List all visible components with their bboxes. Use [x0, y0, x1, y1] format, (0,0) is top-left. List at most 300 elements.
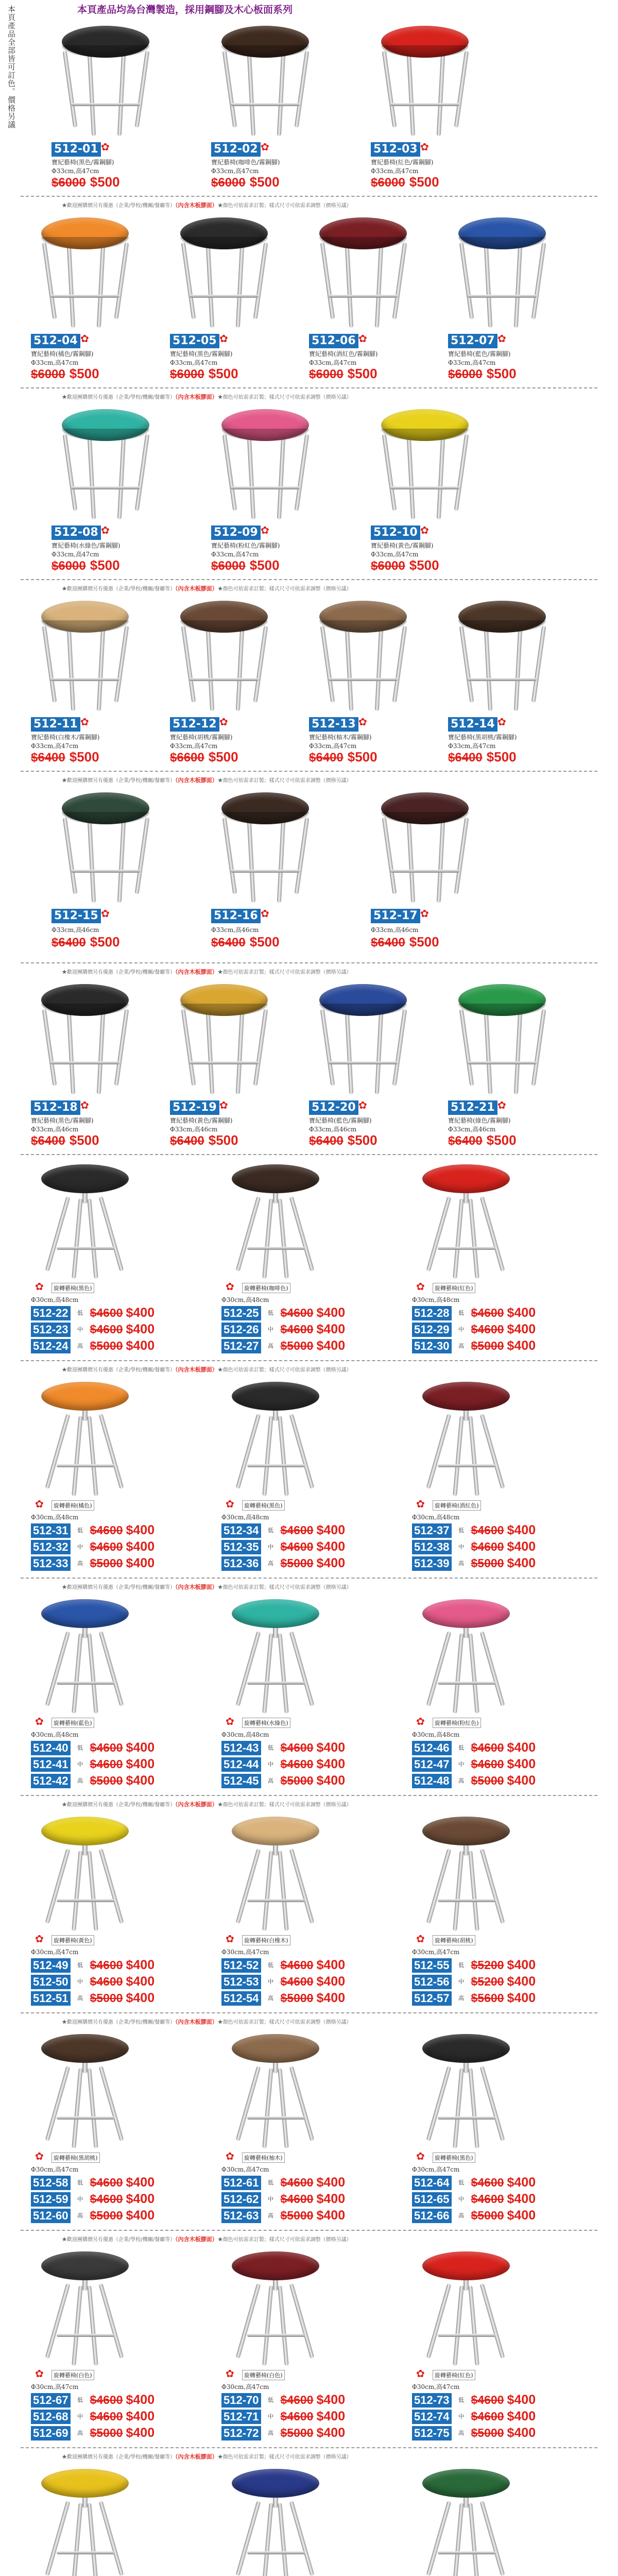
stool-footring: [247, 2551, 305, 2554]
product-card[interactable]: [448, 212, 566, 382]
stool-leg: [235, 2066, 261, 2141]
list-price: $5000: [280, 1556, 314, 1570]
swivel-stool-image: [221, 1377, 330, 1500]
swivel-stool-image: [31, 1594, 139, 1718]
product-dimensions: Φ33cm,高46cm: [309, 1126, 357, 1133]
note-prefix: ★歡迎團購價另有優惠（企業/學校/機關/餐廳等）: [62, 2237, 176, 2243]
list-price: $4600: [90, 1523, 123, 1537]
height-level: 高: [77, 2430, 83, 2436]
height-level: 低: [268, 2397, 274, 2403]
stool-seat: [422, 1599, 510, 1628]
product-card[interactable]: [52, 787, 170, 957]
rose-icon: ✿: [35, 1498, 44, 1510]
note-suffix: ★顏色可依需求訂製；樣式尺寸可依需求調整（價格另議）: [217, 970, 352, 975]
swivel-product-card[interactable]: [412, 2029, 587, 2230]
product-dimensions: Φ33cm,高46cm: [448, 1126, 496, 1133]
height-level: 高: [268, 1560, 274, 1567]
product-card[interactable]: [371, 787, 489, 957]
stool-seat: [422, 1382, 510, 1411]
stool-seat-edge: [381, 429, 469, 441]
stool-leg: [67, 1012, 75, 1094]
stool-seat: [41, 1817, 129, 1845]
product-code: 512-47: [412, 1757, 452, 1772]
product-code: 512-60: [31, 2209, 71, 2223]
price-line: [371, 557, 439, 573]
height-level: 低: [458, 1962, 465, 1969]
stool-seat: [422, 1164, 510, 1193]
product-name: 寶紀藝椅(橘色/霧鋼腳): [31, 350, 94, 358]
swivel-product-card[interactable]: [31, 1594, 206, 1795]
order-note: [62, 2452, 352, 2461]
list-price: $4600: [471, 1757, 504, 1771]
stool-leg: [97, 1012, 105, 1094]
stool-image: [31, 596, 139, 714]
stool-leg: [63, 50, 78, 128]
stool-leg: [262, 1851, 273, 1931]
sale-price: $400: [316, 1556, 346, 1570]
sale-price: $500: [69, 749, 99, 765]
product-name: 寶紀藝椅(粉紅色/霧鋼腳): [211, 542, 280, 549]
swivel-product-card[interactable]: [31, 1377, 206, 1578]
stool-leg: [382, 817, 397, 894]
swivel-stool-image: [221, 1159, 330, 1283]
order-note: [62, 968, 352, 976]
product-dimensions: Φ30cm,高47cm: [412, 1948, 460, 1956]
sale-price: $500: [486, 366, 517, 381]
sale-price: $400: [316, 2393, 346, 2407]
price-row: [31, 2393, 154, 2408]
stool-leg: [278, 1633, 289, 1714]
stool-leg: [468, 2068, 479, 2148]
product-code: 512-49: [31, 1958, 71, 1973]
sale-price: $400: [507, 2175, 536, 2190]
stool-leg: [72, 2068, 83, 2148]
swivel-product-card[interactable]: [31, 2464, 206, 2576]
product-code: 512-11: [31, 717, 80, 732]
product-code: 512-17: [371, 909, 420, 923]
swivel-product-card[interactable]: [221, 1594, 397, 1795]
product-dimensions: Φ30cm,高47cm: [412, 2383, 460, 2391]
product-dimensions: Φ33cm,高47cm: [31, 359, 79, 366]
stool-seat: [422, 2469, 510, 2498]
price-row: [221, 2192, 345, 2207]
price-row: [31, 2192, 154, 2207]
product-card[interactable]: [52, 404, 170, 574]
stool-leg: [454, 434, 469, 511]
stool-leg: [426, 1196, 451, 1272]
stool-leg: [114, 1009, 129, 1086]
product-code: 512-23: [31, 1323, 71, 1337]
rose-icon: ✿: [261, 141, 269, 153]
swivel-stool-image: [412, 1594, 520, 1718]
swivel-stool-image: [31, 1377, 139, 1500]
stool-leg: [468, 1633, 479, 1714]
sale-price: $400: [316, 2175, 346, 2190]
product-dimensions: Φ30cm,高48cm: [31, 1296, 79, 1303]
stool-footring: [329, 1061, 398, 1064]
product-dimensions: Φ33cm,高47cm: [52, 167, 99, 175]
list-price: $5000: [90, 1556, 123, 1570]
stool-footring: [57, 1247, 114, 1250]
rose-icon: ✿: [101, 524, 110, 536]
note-highlight: （內含木板膠面）: [175, 2453, 218, 2460]
stool-leg: [459, 625, 474, 703]
stool-leg: [468, 2503, 479, 2576]
height-level: 中: [77, 2413, 83, 2420]
height-level: 高: [268, 2430, 274, 2436]
product-card[interactable]: [52, 21, 170, 191]
sale-price: $400: [507, 1974, 536, 1989]
stool-seat-edge: [62, 812, 149, 824]
stool-footring: [468, 295, 537, 298]
stool-leg: [42, 625, 57, 703]
price-row: [221, 2409, 345, 2425]
stool-leg: [320, 1009, 335, 1086]
note-highlight: （內含木板膠面）: [175, 1801, 218, 1808]
stool-leg: [45, 2283, 70, 2359]
height-level: 高: [268, 1995, 274, 2002]
sale-price: $400: [126, 1958, 155, 1972]
sale-price: $400: [507, 1322, 536, 1336]
stool-leg: [426, 1414, 451, 1489]
swivel-product-card[interactable]: [412, 2246, 587, 2447]
sale-price: $400: [316, 1991, 346, 2005]
price-line: [211, 557, 280, 573]
stool-leg: [45, 2501, 70, 2576]
order-note: [62, 1583, 352, 1591]
stool-image: [31, 212, 139, 331]
sale-price: $400: [507, 1306, 536, 1320]
product-card[interactable]: [170, 979, 288, 1149]
product-code: 512-43: [221, 1741, 261, 1755]
product-tag: 旋轉藝椅(胡桃): [433, 1935, 475, 1945]
swivel-product-card[interactable]: [221, 1811, 397, 2012]
product-dimensions: Φ33cm,高47cm: [170, 359, 218, 366]
product-card[interactable]: [448, 979, 566, 1149]
product-code: 512-51: [31, 1991, 71, 2006]
price-row: [412, 1991, 536, 2006]
height-level: 低: [458, 2179, 465, 2186]
stool-leg: [407, 54, 415, 136]
stool-leg: [437, 437, 445, 519]
price-row: [221, 1539, 345, 1555]
height-level: 高: [458, 2212, 465, 2219]
product-card[interactable]: [309, 596, 427, 766]
height-level: 中: [77, 1978, 83, 1985]
stool-seat-edge: [180, 1004, 268, 1016]
stool-leg: [135, 434, 150, 511]
product-code: 512-67: [31, 2393, 71, 2408]
height-level: 中: [268, 1544, 274, 1550]
sale-price: $400: [316, 2208, 346, 2223]
stool-footring: [190, 1061, 259, 1064]
product-card[interactable]: [31, 212, 149, 382]
stool-image: [170, 596, 278, 714]
stool-seat: [232, 2034, 319, 2063]
stool-seat-edge: [381, 812, 469, 824]
stool-leg: [262, 1416, 273, 1496]
rose-icon: ✿: [219, 332, 228, 345]
height-level: 低: [77, 1744, 83, 1751]
product-card[interactable]: [211, 21, 330, 191]
order-note: [62, 1800, 352, 1808]
stool-seat-edge: [62, 429, 149, 441]
list-price: $5000: [280, 2426, 314, 2439]
product-code: 512-04: [31, 334, 80, 348]
price-line: [31, 366, 99, 382]
product-code: 512-24: [31, 1339, 71, 1353]
stool-image: [52, 404, 160, 522]
stool-leg: [222, 817, 237, 894]
swivel-product-card[interactable]: [31, 1159, 206, 1360]
price-line: [170, 1132, 238, 1148]
price-row: [221, 2426, 345, 2441]
sale-price: $400: [126, 1523, 155, 1537]
stool-leg: [459, 242, 474, 319]
list-price: $4600: [280, 1523, 314, 1537]
price-row: [412, 2208, 536, 2224]
price-row: [221, 2208, 345, 2224]
product-card[interactable]: [211, 787, 330, 957]
stool-leg: [437, 54, 445, 136]
price-row: [31, 2426, 154, 2441]
stool-leg: [345, 245, 353, 328]
stool-leg: [295, 434, 310, 511]
list-price: $5000: [280, 1991, 314, 2005]
stool-seat-edge: [458, 1004, 546, 1016]
note-suffix: ★顏色可依需求訂製；樣式尺寸可依需求調整（價格另議）: [217, 1802, 352, 1808]
list-price: $6600: [170, 751, 204, 765]
product-code: 512-26: [221, 1323, 261, 1337]
stool-leg: [253, 242, 268, 319]
note-highlight: （內含木板膠面）: [175, 585, 218, 592]
price-row: [31, 1740, 154, 1756]
stool-leg: [42, 1009, 57, 1086]
stool-seat: [232, 2469, 319, 2498]
sale-price: $500: [90, 934, 120, 950]
stool-leg: [247, 820, 255, 903]
stool-seat: [41, 1599, 129, 1628]
stool-seat: [232, 2251, 319, 2280]
swivel-product-card[interactable]: [221, 2464, 397, 2576]
price-row: [412, 1773, 536, 1789]
product-card[interactable]: [371, 404, 489, 574]
swivel-product-card[interactable]: [412, 1594, 587, 1795]
height-level: 中: [77, 1544, 83, 1550]
stool-footring: [247, 1247, 305, 1250]
height-level: 低: [458, 1744, 465, 1751]
product-code: 512-10: [371, 526, 420, 540]
list-price: $6400: [448, 751, 483, 765]
product-card[interactable]: [170, 212, 288, 382]
stool-leg: [468, 1851, 479, 1931]
note-suffix: ★顏色可依需求訂製；樣式尺寸可依需求調整（價格另議）: [217, 203, 352, 209]
price-line: [309, 366, 377, 382]
rose-icon: ✿: [497, 1099, 506, 1111]
product-card[interactable]: [448, 596, 566, 766]
stool-footring: [231, 486, 300, 489]
swivel-product-card[interactable]: [221, 1159, 397, 1360]
product-tag: 旋轉藝椅(黑胡桃): [52, 2153, 100, 2163]
swivel-stool-image: [31, 2464, 139, 2576]
sale-price: $500: [90, 174, 120, 190]
list-price: $4600: [90, 2192, 123, 2206]
note-suffix: ★顏色可依需求訂製；樣式尺寸可依需求調整（價格另議）: [217, 1585, 352, 1590]
note-prefix: ★歡迎團購價另有優惠（企業/學校/機關/餐廳等）: [62, 1367, 176, 1373]
stool-leg: [87, 1851, 98, 1931]
list-price: $4600: [90, 2410, 123, 2423]
product-dimensions: Φ33cm,高47cm: [31, 742, 79, 750]
product-name: 寶紀藝椅(胡桃/霧鋼腳): [170, 734, 233, 741]
price-line: [52, 174, 120, 190]
list-price: $5000: [90, 1339, 123, 1352]
sale-price: $400: [126, 2426, 155, 2440]
swivel-product-card[interactable]: [31, 2029, 206, 2230]
price-row: [31, 1556, 154, 1571]
height-level: 高: [458, 2430, 465, 2436]
product-code: 512-72: [221, 2426, 261, 2441]
product-code: 512-50: [31, 1975, 71, 1989]
section-divider: [21, 1360, 597, 1361]
swivel-product-card[interactable]: [412, 1159, 587, 1360]
product-card[interactable]: [211, 404, 330, 574]
list-price: $4600: [90, 1323, 123, 1336]
rose-icon: ✿: [35, 1933, 44, 1945]
stool-footring: [438, 1899, 495, 1902]
order-note: [62, 2235, 352, 2243]
swivel-product-card[interactable]: [221, 1377, 397, 1578]
stool-leg: [117, 437, 126, 519]
stool-footring: [57, 1464, 114, 1467]
list-price: $5000: [90, 1774, 123, 1787]
swivel-product-card[interactable]: [412, 1811, 587, 2012]
stool-seat-edge: [180, 620, 268, 633]
product-card[interactable]: [309, 979, 427, 1149]
swivel-stool-image: [412, 1377, 520, 1500]
product-code: 512-07: [448, 334, 497, 348]
stool-leg: [479, 1631, 505, 1706]
swivel-product-card[interactable]: [31, 2246, 206, 2447]
product-tag: 旋轉藝椅(粉紅色): [433, 1718, 481, 1728]
product-code: 512-14: [448, 717, 497, 732]
product-dimensions: Φ30cm,高48cm: [412, 1731, 460, 1738]
price-row: [221, 1757, 345, 1772]
rose-icon: ✿: [416, 2367, 425, 2380]
price-line: [211, 174, 280, 190]
stool-leg: [135, 817, 150, 894]
product-card[interactable]: [371, 21, 489, 191]
product-card[interactable]: [31, 979, 149, 1149]
stool-footring: [50, 295, 119, 298]
stool-leg: [437, 820, 445, 903]
product-card[interactable]: [31, 596, 149, 766]
stool-image: [52, 21, 160, 139]
order-note: [62, 584, 352, 592]
product-code: 512-64: [412, 2176, 452, 2190]
stool-footring: [438, 2334, 495, 2337]
stool-image: [309, 596, 417, 714]
note-prefix: ★歡迎團購價另有優惠（企業/學校/機關/餐廳等）: [62, 2454, 176, 2460]
rose-icon: ✿: [358, 716, 367, 728]
product-code: 512-13: [309, 717, 358, 732]
product-tag: 旋轉藝椅(紅色): [433, 1283, 475, 1293]
rose-icon: ✿: [80, 1099, 89, 1111]
stool-footring: [50, 678, 119, 681]
swivel-stool-image: [221, 2464, 330, 2576]
product-dimensions: Φ33cm,高46cm: [31, 1126, 79, 1133]
product-code: 512-32: [31, 1540, 71, 1554]
product-dimensions: Φ30cm,高47cm: [221, 2166, 269, 2173]
height-level: 高: [268, 2212, 274, 2219]
stool-seat-edge: [319, 620, 407, 633]
list-price: $4600: [90, 1306, 123, 1319]
stool-leg: [253, 625, 268, 703]
stool-leg: [247, 54, 255, 136]
stool-seat-edge: [41, 620, 129, 633]
stool-image: [448, 596, 556, 714]
rose-icon: ✿: [226, 1933, 234, 1945]
list-price: $4600: [471, 2393, 504, 2406]
sale-price: $400: [507, 1338, 536, 1353]
stool-seat: [232, 1382, 319, 1411]
product-dimensions: Φ30cm,高48cm: [221, 1731, 269, 1738]
sale-price: $400: [316, 1523, 346, 1537]
swivel-product-card[interactable]: [221, 2029, 397, 2230]
price-row: [31, 2175, 154, 2191]
note-highlight: （內含木板膠面）: [175, 2019, 218, 2025]
list-price: $6000: [371, 559, 405, 573]
height-level: 高: [458, 1343, 465, 1349]
swivel-product-card[interactable]: [31, 1811, 206, 2012]
rose-icon: ✿: [226, 2367, 234, 2380]
sale-price: $400: [316, 2192, 346, 2206]
product-card[interactable]: [170, 596, 288, 766]
swivel-product-card[interactable]: [412, 2464, 587, 2576]
stool-footring: [329, 678, 398, 681]
rose-icon: ✿: [80, 716, 89, 728]
list-price: $5200: [471, 1958, 504, 1972]
list-price: $4600: [471, 1306, 504, 1319]
price-row: [412, 1556, 536, 1571]
stool-footring: [50, 1061, 119, 1064]
stool-leg: [277, 820, 285, 903]
stool-seat: [232, 1599, 319, 1628]
stool-image: [52, 787, 160, 906]
note-highlight: （內含木板膠面）: [175, 1366, 218, 1373]
swivel-stool-image: [221, 2246, 330, 2370]
height-level: 高: [77, 1995, 83, 2002]
rose-icon: ✿: [358, 332, 367, 345]
list-price: $5000: [471, 2209, 504, 2222]
swivel-product-card[interactable]: [412, 1377, 587, 1578]
sale-price: $400: [316, 1773, 346, 1788]
stool-leg: [392, 1009, 407, 1086]
price-line: [448, 366, 517, 382]
stool-leg: [206, 629, 214, 711]
product-dimensions: Φ30cm,高47cm: [221, 2383, 269, 2391]
list-price: $5200: [471, 1975, 504, 1988]
sale-price: $400: [316, 2426, 346, 2440]
swivel-product-card[interactable]: [221, 2246, 397, 2447]
rose-icon: ✿: [226, 2150, 234, 2162]
stool-leg: [289, 2283, 314, 2359]
product-card[interactable]: [309, 212, 427, 382]
product-tag: 旋轉藝椅(橘色): [52, 1500, 94, 1511]
stool-image: [211, 787, 319, 906]
price-line: [309, 749, 377, 765]
product-tag: 旋轉藝椅(紅色): [433, 2370, 475, 2380]
stool-leg: [235, 1414, 261, 1489]
